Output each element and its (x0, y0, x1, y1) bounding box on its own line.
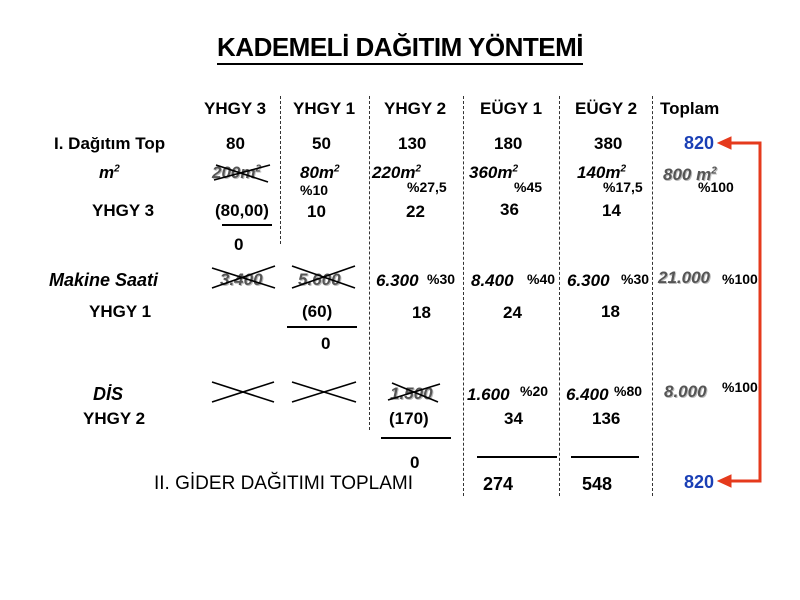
percent-label: %17,5 (603, 179, 643, 195)
row-label-yhgy3: YHGY 3 (92, 201, 155, 220)
cell-value: 14 (602, 201, 621, 220)
percent-label: %30 (621, 271, 650, 287)
cell-value: 8.400 (471, 271, 514, 290)
cell-value: 24 (503, 303, 522, 322)
cell-value: 136 (592, 409, 621, 428)
crossed-cell: 3.400 (220, 270, 263, 289)
percent-label: %20 (520, 383, 549, 399)
arrow-head-icon (718, 475, 731, 487)
col-header-yhgy2: YHGY 2 (384, 99, 447, 118)
cell-value: 34 (504, 409, 523, 428)
cell-value: 50 (312, 134, 331, 153)
col-header-eugy2: EÜGY 2 (575, 99, 638, 118)
total-cell: 8.000 (664, 382, 707, 401)
cell-value: 6.400 (566, 385, 609, 404)
page-title: KADEMELİ DAĞITIM YÖNTEMİ (0, 34, 800, 60)
row-label-dis: DİS (93, 384, 124, 404)
cell-value: 80 (226, 134, 245, 153)
own-cost: (170) (389, 409, 429, 428)
cell-value: 130 (398, 134, 427, 153)
percent-label: %10 (300, 182, 329, 198)
percent-label: %80 (614, 383, 643, 399)
col-header-toplam: Toplam (660, 99, 720, 118)
percent-label: %100 (698, 179, 734, 195)
cell-value: $80m^2$ (300, 163, 340, 182)
footer-label: II. GİDER DAĞITIMI TOPLAMI (154, 473, 414, 494)
row-label-dagitim-top: I. Dağıtım Top (54, 134, 166, 153)
zero-value: 0 (234, 235, 244, 254)
total-cell: 21.000 (658, 268, 710, 287)
zero-value: 0 (321, 334, 331, 353)
cell-value: 6.300 (567, 271, 610, 290)
cell-value: 18 (412, 303, 431, 322)
cell-value: 6.300 (376, 271, 419, 290)
cell-value: 36 (500, 200, 519, 219)
percent-label: %100 (722, 379, 758, 395)
cell-value: 380 (594, 134, 623, 153)
row-label-makine-saati: Makine Saati (49, 270, 159, 290)
cell-value: $360m^2$ (469, 163, 519, 182)
percent-label: %30 (427, 271, 456, 287)
total-cell: 800 $m^2$ (663, 165, 717, 184)
cell-value: 180 (494, 134, 523, 153)
arrow-head-icon (718, 137, 731, 149)
zero-value: 0 (410, 453, 420, 472)
col-header-yhgy1: YHGY 1 (293, 99, 356, 118)
cell-value: 18 (601, 302, 620, 321)
percent-label: %100 (722, 271, 758, 287)
percent-label: %27,5 (407, 179, 447, 195)
col-header-eugy1: EÜGY 1 (480, 99, 543, 118)
connector-line (730, 143, 760, 481)
cell-value: 10 (307, 202, 326, 221)
footer-total: 820 (684, 472, 715, 492)
percent-label: %40 (527, 271, 556, 287)
row-label-m2: $m^2$ (99, 163, 120, 182)
own-cost: (80,00) (215, 201, 269, 220)
cell-value: 1.600 (467, 385, 510, 404)
own-cost: (60) (302, 302, 333, 321)
crossed-cell: $200m^2$ (212, 163, 262, 182)
total-value: 820 (684, 133, 715, 153)
crossed-cell: 5.600 (298, 270, 341, 289)
row-label-yhgy2: YHGY 2 (83, 409, 146, 428)
row-label-yhgy1: YHGY 1 (89, 302, 152, 321)
col-header-yhgy3: YHGY 3 (204, 99, 267, 118)
crossed-cell: 1.500 (390, 384, 433, 403)
cell-value: $140m^2$ (577, 163, 627, 182)
cell-value: $220m^2$ (372, 163, 422, 182)
percent-label: %45 (514, 179, 543, 195)
footer-value: 548 (582, 474, 613, 494)
cell-value: 22 (406, 202, 425, 221)
footer-value: 274 (483, 474, 514, 494)
cross-out-mark (392, 383, 438, 402)
